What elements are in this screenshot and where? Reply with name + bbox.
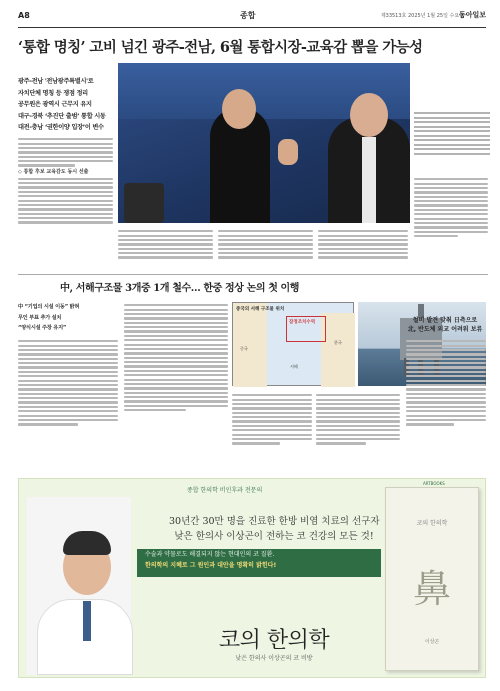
subhead-line: 광주-전남 '전남광주특별시'로 [18, 78, 94, 85]
map-zone-label: 잠정조치수역 [289, 320, 316, 325]
main-headline: ‘통합 명칭’ 고비 넘긴 광주-전남, 6월 통합시장-교육감 뽑을 가능성 [18, 39, 423, 56]
map-title: 중국의 서해 구조물 위치 [236, 307, 285, 312]
ad-book-subtitle: 낮은 한의사 이상곤의 코 비방 [235, 655, 313, 662]
subhead-line: 자치단체 명칭 등 쟁점 정리 [18, 89, 88, 97]
subhead-line: 대전-충남 ‘권한이양 입장’이 변수 [18, 124, 104, 131]
subhead-line: 무인 부표 추가 설치 [18, 314, 62, 321]
article2-body-col1 [18, 338, 118, 472]
sidebar-headline-line: 철비 발견 맞춰 日측으로 [412, 317, 478, 324]
ad-book-title: 코의 한의학 [218, 628, 330, 653]
doctor-photo [27, 497, 131, 675]
ad-band-line-2: 한의학의 지혜로 그 원인과 대안을 명확히 밝힌다! [145, 562, 277, 569]
subhead-line: 中 “기업의 시설 이동” 밝혀 [18, 304, 80, 310]
ad-tagline-1: 30년간 30만 명을 진료한 한방 비염 치료의 선구자 [169, 516, 380, 527]
book-cover-author: 이상곤 [424, 639, 440, 645]
book-advertisement[interactable] [18, 478, 486, 678]
sidebar-headline [405, 316, 485, 334]
subhead-line: “양식시설 주장 유지” [18, 325, 67, 331]
article1-body-col2 [118, 228, 213, 272]
second-headline: 中, 서해구조물 3개중 1개 철수… 한중 정상 논의 첫 이행 [60, 283, 300, 294]
sidebar-headline-line: 北, 반도체 외교 어려워 보류 [407, 326, 483, 333]
ad-tagline-2: 낮은 한의사 이상곤이 전하는 코 건강의 모든 것! [174, 531, 374, 542]
section-divider [18, 274, 488, 275]
map-label-china: 중국 [240, 346, 248, 351]
section-name: 종합 [240, 11, 256, 20]
subhead-line: 공무원은 광역시 근무지 유지 [18, 101, 92, 108]
ad-ribbon: 종합 한의학 비인후과 전문의 [187, 487, 263, 494]
article1-body-col1 [18, 136, 113, 268]
section-mark: ◇ 통합 후보 교육감도 동시 선출 [18, 168, 89, 175]
article2-subheads [18, 302, 128, 334]
publisher-logo: ARTBOOKS [423, 481, 445, 486]
issue-info: 제33513호 2025년 1월 25일 수요일 [380, 13, 464, 19]
article2-body-col2 [124, 302, 228, 472]
article2-body-col3 [232, 392, 312, 472]
map-zone-box [286, 316, 326, 342]
book-cover [385, 487, 479, 671]
article1-body-col3 [218, 228, 313, 272]
map-label-korea: 한국 [334, 340, 342, 345]
article2-body-col4 [316, 392, 400, 472]
article1-body-col5 [414, 176, 488, 272]
article1-subheads [18, 76, 113, 134]
map-label-sea: 서해 [290, 364, 298, 369]
subhead-line: 대구-경북 ‘추진단 출범’ 통합 시동 [18, 112, 106, 120]
book-cover-character: 鼻 [412, 567, 451, 611]
sidebar-body [406, 338, 486, 472]
page-header [18, 10, 486, 28]
article1-body-col4 [318, 228, 408, 272]
page-number: A8 [18, 11, 30, 20]
ad-band-line-1: 수술과 약물로도 해결되지 않는 현대인의 코 질환. [145, 551, 275, 558]
leaders-photo [118, 63, 410, 223]
photo-caption [414, 110, 490, 157]
book-cover-title: 코의 한의학 [416, 520, 448, 527]
ad-highlight-band [137, 549, 381, 577]
newspaper-logo: 동아일보 [458, 10, 486, 19]
